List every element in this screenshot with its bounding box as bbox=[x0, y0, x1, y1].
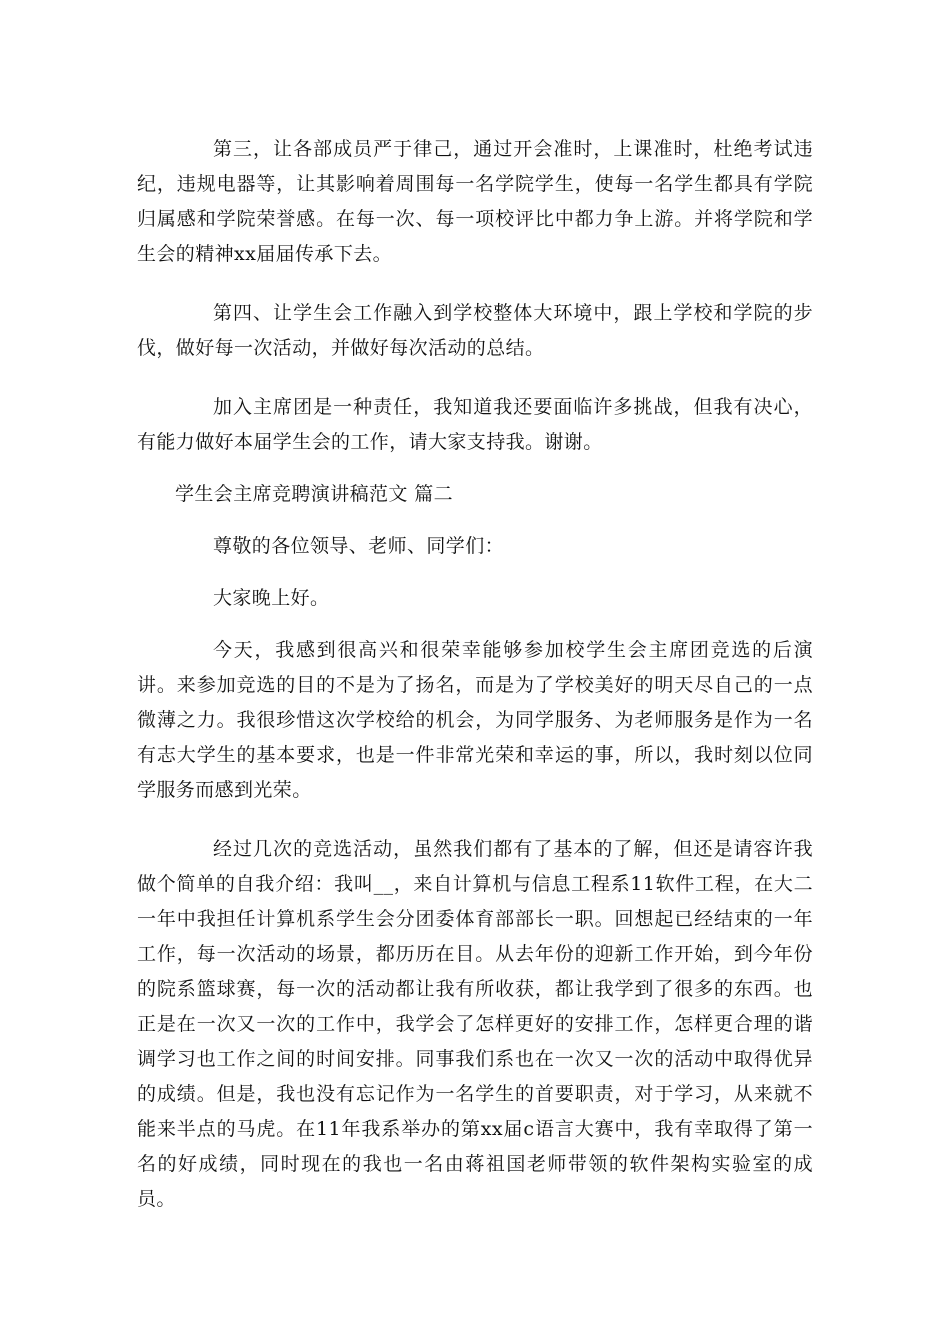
paragraph-third-point: 第三，让各部成员严于律己，通过开会准时，上课准时，杜绝考试违纪，违规电器等，让其影响着周围每一名学院学生，使每一名学生都具有学院归属感和学院荣誉感。在每一次、每一项校评比中都力争上游。并将学院和学生会的精神xx届届传承下去。 bbox=[137, 138, 813, 265]
paragraph-salutation: 尊敬的各位领导、老师、同学们： bbox=[213, 535, 505, 557]
section-heading: 学生会主席竞聘演讲稿范文 篇二 bbox=[175, 483, 454, 505]
document-body bbox=[137, 132, 813, 1217]
paragraph-self-introduction: 经过几次的竞选活动，虽然我们都有了基本的了解，但还是请容许我做个简单的自我介绍：我叫__，来自计算机与信息工程系11软件工程，在大二一年中我担任计算机系学生会分团委体育部部长一职。回想起已经结束的一年工作，每一次活动的场景，都历历在目。从去年份的迎新工作开始，到今年份的院系篮球赛，每一次的活动都让我有所收获，都让我学到了很多的东西。也正是在一次又一次的工作中，我学会了怎样更好的安排工作，怎样更合理的谐调学习也工作之间的时间安排。同事我们系也在一次又一次的活动中取得优异的成绩。但是，我也没有忘记作为一名学生的首要职责，对于学习，从来就不能来半点的马虎。在11年我系举办的第xx届c语言大赛中，我有幸取得了第一名的好成绩，同时现在的我也一名由蒋祖国老师带领的软件架构实验室的成员。 bbox=[137, 838, 813, 1210]
paragraph-introduction: 今天，我感到很高兴和很荣幸能够参加校学生会主席团竞选的后演讲。来参加竞选的目的不是为了扬名，而是为了学校美好的明天尽自己的一点微薄之力。我很珍惜这次学校给的机会，为同学服务、为老师服务是作为一名有志大学生的基本要求，也是一件非常光荣和幸运的事，所以，我时刻以位同学服务而感到光荣。 bbox=[137, 639, 813, 801]
paragraph-closing-statement: 加入主席团是一种责任，我知道我还要面临许多挑战，但我有决心，有能力做好本届学生会的工作，请大家支持我。谢谢。 bbox=[137, 396, 813, 453]
paragraph-fourth-point: 第四、让学生会工作融入到学校整体大环境中，跟上学校和学院的步伐，做好每一次活动，并做好每次活动的总结。 bbox=[137, 302, 813, 359]
paragraph-greeting: 大家晚上好。 bbox=[213, 587, 330, 609]
